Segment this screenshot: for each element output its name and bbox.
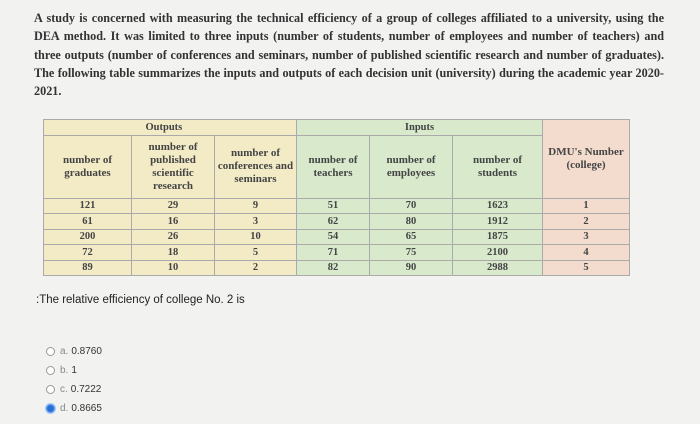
question-text: :The relative efficiency of college No. 2 is (36, 294, 245, 306)
table-cell: 16 (132, 214, 215, 230)
table-cell: 1 (543, 198, 630, 214)
table-row (44, 214, 630, 230)
table-cell: 200 (44, 229, 132, 245)
table-cell: 65 (370, 229, 453, 245)
table-cell: 1875 (453, 229, 543, 245)
table-cell: 2100 (453, 245, 543, 261)
table-cell: 26 (132, 229, 215, 245)
table-cell: 80 (370, 214, 453, 230)
table-cell: 29 (132, 198, 215, 214)
option-c[interactable] (46, 380, 102, 399)
table-cell: 10 (132, 260, 215, 276)
outputs-group-header: Outputs (132, 120, 297, 136)
col-header: number of published scientific research (132, 135, 215, 198)
option-letter: d. (60, 403, 69, 414)
table-row (44, 198, 630, 214)
table-cell: 72 (44, 245, 132, 261)
option-a[interactable] (46, 342, 102, 361)
table-cell: 1623 (453, 198, 543, 214)
option-d[interactable] (46, 399, 102, 418)
dea-data-table (43, 119, 630, 276)
col-header: number of teachers (297, 135, 370, 198)
table-cell: 75 (370, 245, 453, 261)
dmu-header: DMU's Number (college) (543, 120, 630, 199)
table-cell: 5 (215, 245, 297, 261)
table-cell: 70 (370, 198, 453, 214)
table-cell: 61 (44, 214, 132, 230)
table-row (44, 260, 630, 276)
table-cell: 3 (543, 229, 630, 245)
table-cell: 10 (215, 229, 297, 245)
option-letter: a. (60, 346, 69, 357)
table-cell: 9 (215, 198, 297, 214)
col-header: number of graduates (44, 135, 132, 198)
table-cell: 62 (297, 214, 370, 230)
table-cell: 2 (543, 214, 630, 230)
table-cell: 51 (297, 198, 370, 214)
table-cell: 71 (297, 245, 370, 261)
answer-options (46, 342, 102, 418)
table-cell: 5 (543, 260, 630, 276)
table-cell: 4 (543, 245, 630, 261)
radio-button[interactable] (46, 366, 55, 375)
table-row (44, 229, 630, 245)
problem-statement: A study is concerned with measuring the technical efficiency of a group of colleges affiliated to a university, using the DEA method. It was limited to three inputs (number of students, number of employees and number of teachers) and three outputs (number of conferences and seminars, number of published scientific research and number of graduates). The following table summarizes the inputs and outputs of each decision unit (university) during the academic year 2020-2021. (34, 11, 664, 99)
option-value: 0.7222 (70, 384, 102, 395)
col-header: number of students (453, 135, 543, 198)
option-b[interactable] (46, 361, 102, 380)
radio-button[interactable] (46, 385, 55, 394)
option-value: 0.8760 (71, 346, 102, 357)
table-cell: 1912 (453, 214, 543, 230)
col-header: number of conferences and seminars (215, 135, 297, 198)
table-cell: 3 (215, 214, 297, 230)
table-cell: 18 (132, 245, 215, 261)
inputs-group-header: Inputs (297, 120, 543, 136)
table-cell: 82 (297, 260, 370, 276)
option-letter: c. (60, 384, 68, 395)
radio-button[interactable] (46, 404, 55, 413)
table-cell: 121 (44, 198, 132, 214)
option-letter: b. (60, 365, 69, 376)
option-value: 1 (71, 365, 77, 376)
table-cell: 54 (297, 229, 370, 245)
table-cell: 2988 (453, 260, 543, 276)
table-cell: 90 (370, 260, 453, 276)
table-cell: 2 (215, 260, 297, 276)
table-row (44, 245, 630, 261)
col-header: number of employees (370, 135, 453, 198)
table-cell: 89 (44, 260, 132, 276)
option-value: 0.8665 (71, 403, 102, 414)
radio-button[interactable] (46, 347, 55, 356)
